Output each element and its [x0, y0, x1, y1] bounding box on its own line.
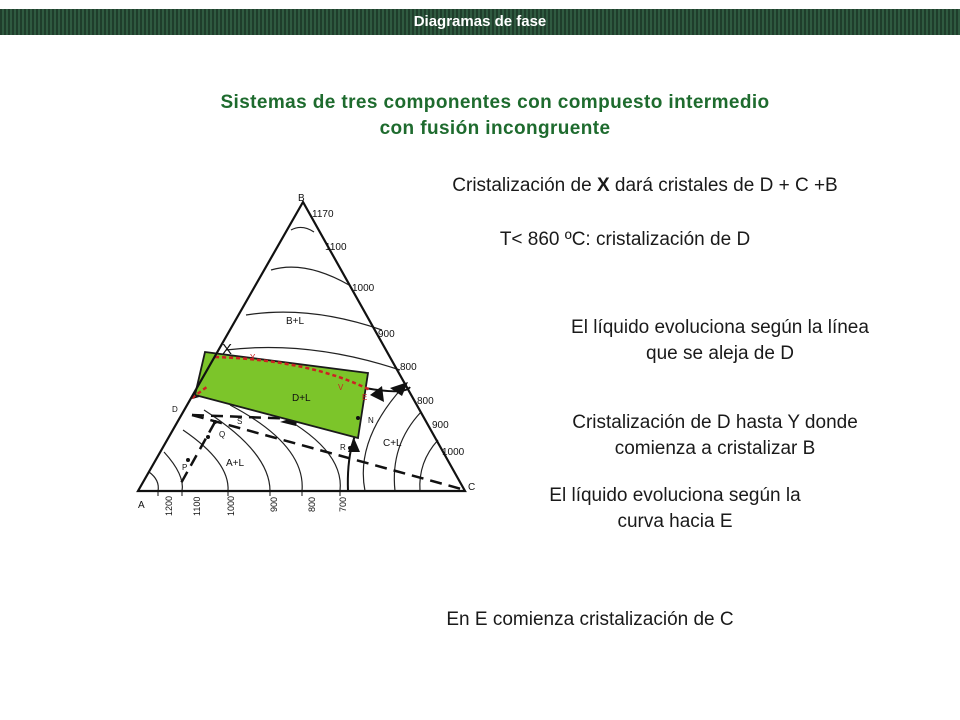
isotherm-label-c-1000: 1000 [442, 447, 465, 458]
slide-title [100, 90, 890, 142]
highlight-d-l-region [195, 352, 368, 438]
note-d-until-y-line-1: Cristalización de D hasta Y donde [572, 412, 858, 433]
isotherm-labels-b [312, 209, 417, 373]
point-label-v: V [338, 383, 344, 392]
isotherm-label-800: 800 [400, 362, 417, 373]
marker-r [348, 446, 352, 450]
point-label-n: N [368, 416, 374, 425]
ternary-phase-diagram [120, 190, 480, 520]
vertex-a-label: A [138, 500, 145, 511]
isotherm-label-c-900: 900 [432, 420, 449, 431]
isotherm-label-900: 900 [378, 329, 395, 340]
vertex-c-label: C [468, 482, 476, 493]
header-bar [0, 9, 960, 35]
point-label-y: Y [250, 353, 256, 362]
note-crystallization-pre: Cristalización de [452, 175, 597, 196]
marker-n [356, 416, 360, 420]
header-title: Diagramas de fase [413, 13, 547, 30]
isotherm-label-1170: 1170 [312, 209, 334, 220]
isotherm-b-900 [246, 312, 382, 330]
isotherm-c-900 [394, 412, 421, 491]
point-label-q: Q [219, 430, 226, 439]
slide-title-line-1: Sistemas de tres componentes con compuesto intermedio [220, 92, 770, 113]
marker-q [206, 435, 210, 439]
isotherm-labels-a [164, 496, 348, 516]
point-label-x: X [222, 341, 233, 358]
note-at-e: En E comienza cristalización de C [446, 609, 734, 630]
marker-s [213, 420, 217, 424]
note-d-until-y-line-2: comienza a cristalizar B [614, 438, 816, 459]
isotherm-label-a-800: 800 [307, 496, 317, 512]
note-crystallization-post: dará cristales de D + C +B [609, 175, 838, 196]
note-crystallization-x-bold: X [596, 175, 610, 196]
field-label-c-l: C+L [383, 438, 402, 449]
isotherm-label-1100: 1100 [325, 242, 347, 253]
note-temperature: T< 860 ºC: cristalización de D [499, 229, 751, 250]
point-label-e: E [362, 393, 368, 402]
isotherm-c-1000 [420, 440, 438, 491]
point-label-d: D [172, 405, 178, 414]
slide-title-line-2: con fusión incongruente [379, 118, 611, 139]
field-label-b-l: B+L [286, 316, 305, 327]
isotherms-b [226, 227, 400, 370]
triangle-outline [138, 202, 465, 491]
isotherm-label-a-1100: 1100 [192, 496, 202, 516]
isotherm-a-1200 [149, 472, 158, 491]
note-liquid-evolution-line-1: El líquido evoluciona según la línea [571, 317, 869, 338]
isotherm-b-1000 [271, 267, 349, 285]
point-label-s: S [237, 417, 243, 426]
note-curve-to-e-line-2: curva hacia E [617, 511, 733, 532]
marker-p [186, 458, 190, 462]
note-d-until-y [490, 410, 940, 462]
isotherm-label-a-900: 900 [269, 496, 279, 512]
vertex-b-label: B [298, 193, 305, 204]
isotherm-label-1000: 1000 [352, 283, 375, 294]
note-curve-to-e-line-1: El líquido evoluciona según la [549, 485, 801, 506]
field-label-d-l: D+L [292, 393, 311, 404]
isotherm-label-a-700: 700 [338, 496, 348, 512]
note-curve-to-e [485, 483, 865, 535]
note-liquid-evolution-line-2: que se aleja de D [646, 343, 794, 364]
point-label-p: P [182, 463, 188, 472]
field-label-a-l: A+L [226, 458, 245, 469]
isotherm-b-1100 [291, 227, 314, 232]
point-label-r: R [340, 443, 346, 452]
note-liquid-evolution [490, 315, 950, 367]
isotherm-a-1100 [164, 452, 182, 491]
isotherm-label-a-1000: 1000 [226, 495, 236, 516]
isotherm-label-a-1200: 1200 [164, 495, 174, 516]
isotherm-label-c-800: 800 [417, 396, 434, 407]
